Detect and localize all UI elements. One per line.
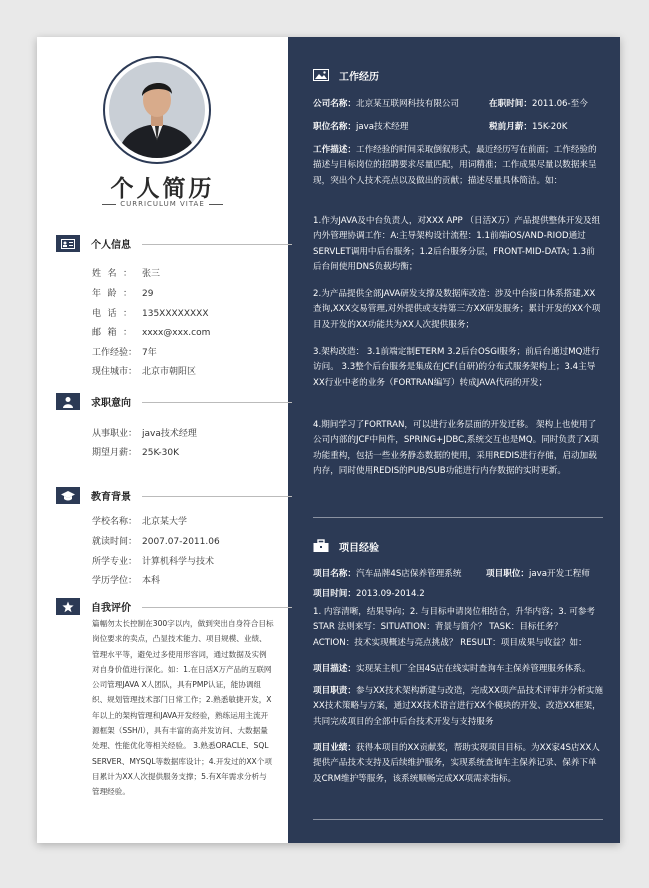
work-time: 在职时间：2011.06-至今 [489, 99, 588, 109]
personal-name: 姓名： 张三 [92, 269, 161, 279]
section-label: 工作经历 [339, 72, 379, 83]
project-result: 项目业绩：获得本项目的XX贡献奖，帮助实现项目目标。为XX家4S店XX人提供产品技术支持及后续维护服务，实现系统查询车主保养记录、保养下单及CRM维护等服务，该系统顺畅完成XX项需求指标。 [313, 743, 600, 784]
work-description: 工作描述：工作经验的时间采取倒叙形式，最近经历写在前面；工作经验的描述与目标岗位的招聘要求尽量匹配，用词精准；工作成果尽量以数据来呈现，突出个人技术亮点以及做出的贡献；描述尽量具体简洁。如： [313, 145, 597, 186]
image-frame-icon [313, 67, 329, 83]
section-label: 个人信息 [91, 240, 131, 251]
resume-subtitle: CURRICULUM VITAE [37, 200, 288, 208]
personal-email: 邮箱： xxxx@xxx.com [92, 328, 211, 338]
work-point-1: 1.作为JAVA及中台负责人，对XXX APP （日活X万）产品提供整体开发及组内外管理协调工作：A:主导架构设计流程：1.1前端iOS/AND-RIOD通过SERVLET调用中后台服务；1.2后台服务分层，FRONT-MID-DATA; 1.3前后台间使用DNS负载均衡； [313, 216, 601, 272]
avatar-photo [109, 62, 205, 158]
project-duty: 项目职责：参与XX技术架构新建与改造，完成XX项产品技术评审并分析实施XX技术策略与方案，通过XX技术语言进行XX个模块的开发、改造XX框架，共同完成项目的全部中后台技术开发与支持服务 [313, 686, 603, 727]
personal-experience: 工作经验： 7年 [92, 348, 157, 358]
work-point-3: 3.架构改造： 3.1前端定制ETERM 3.2后台OSGI服务；前后台通过MQ进行访问。 3.3整个后台服务是集成在JCF(自研)的分布式服务架构上；3.4主导XX行业中老的业务（FORTRAN编写）转成JAVA代码的开发； [313, 347, 600, 388]
section-label: 求职意向 [91, 398, 131, 409]
personal-city: 现住城市： 北京市朝阳区 [92, 367, 197, 377]
section-education [56, 487, 236, 504]
project-name: 项目名称：汽车品牌4S店保养管理系统 [313, 569, 462, 579]
work-position: 职位名称：java技术经理 [313, 122, 409, 132]
edu-school: 学校名称： 北京某大学 [92, 517, 188, 527]
work-company: 公司名称：北京某互联网科技有限公司 [313, 99, 460, 109]
work-point-4: 4.期间学习了FORTRAN，可以进行业务层面的开发迁移。 架构上也使用了公司内部的JCF中间件，SPRING+JDBC,系统交互也是MQ。同时负责了X项功能重构，包括一些业务静态数据的使用，采用REDIS进行存储，启动加载内存，同时使用REDIS的PUB/SUB功能进行内存数据的实时更新。 [313, 420, 599, 476]
project-role: 项目职位：java开发工程师 [486, 569, 590, 579]
project-time: 项目时间：2013.09-2014.2 [313, 589, 425, 599]
intent-job: 从事职业： java技术经理 [92, 429, 197, 439]
edu-period: 就读时间： 2007.07-2011.06 [92, 537, 220, 547]
avatar [103, 56, 211, 164]
id-card-icon [61, 239, 75, 249]
personal-age: 年龄： 29 [92, 289, 154, 299]
section-job-intent [56, 393, 236, 410]
graduation-cap-icon [61, 491, 75, 501]
edu-degree: 学历学位： 本科 [92, 576, 161, 586]
section-label: 项目经验 [339, 543, 379, 554]
person-icon [62, 396, 74, 408]
section-self-eval [56, 598, 236, 615]
section-personal-info [56, 235, 236, 252]
section-label: 教育背景 [91, 492, 131, 503]
project-description: 项目描述：实现某主机厂全国4S店在线实时查询车主保养管理服务体系。 [313, 664, 591, 674]
self-eval-text: 篇幅勿太长控制在300字以内，做到突出自身符合目标岗位要求的卖点，凸显技术能力、项目规模、业绩、管理水平等，避免过多使用形容词，通过数据及实例对自身价值进行深化。如：1.在日活X万产品的互联网公司管理JAVA X人团队，具有PMP认证，能协调组织、规划管理技术部门日常工作；2.熟悉敏捷开发，X年以上的架构管理和JAVA开发经验，熟练运用主流开源框架（SSH/I），具有丰富的高并发访问、大数据量处理、性能优化等相关经验。 3.熟悉ORACLE、SQL SERVER、MYSQL等数据库设计；4.开发过的XX个项目累计为XX人次提供服务支撑；5.有X年需求分析与管理经验。 [92, 619, 274, 797]
work-point-2: 2.为产品提供全部JAVA研发支撑及数据库改造：涉及中台接口体系搭建,XX查询,XXX交易管理,对外提供或支持第三方XX研发服务；累计开发的XX个项目及开发的XX功能共为XX人次提供服务； [313, 289, 601, 330]
project-intro: 1. 内容清晰，结果导向；2. 与目标申请岗位相结合，升华内容；3. 可参考 STAR 法则来写：SITUATION：背景与简介？ TASK：目标任务？ ACTION：技术实现概述与亮点挑战？ RESULT：项目成果与收益？如： [313, 607, 596, 648]
divider [313, 517, 603, 518]
intent-salary: 期望月薪： 25K-30K [92, 448, 180, 458]
resume-title: 个人简历 [110, 176, 215, 202]
personal-phone: 电话： 135XXXXXXXX [92, 309, 209, 319]
star-icon [62, 601, 74, 613]
section-label: 自我评价 [91, 603, 131, 614]
briefcase-icon [313, 538, 329, 554]
divider [313, 819, 603, 820]
edu-major: 所学专业： 计算机科学与技术 [92, 557, 215, 567]
work-salary: 税前月薪：15K-20K [489, 122, 568, 132]
